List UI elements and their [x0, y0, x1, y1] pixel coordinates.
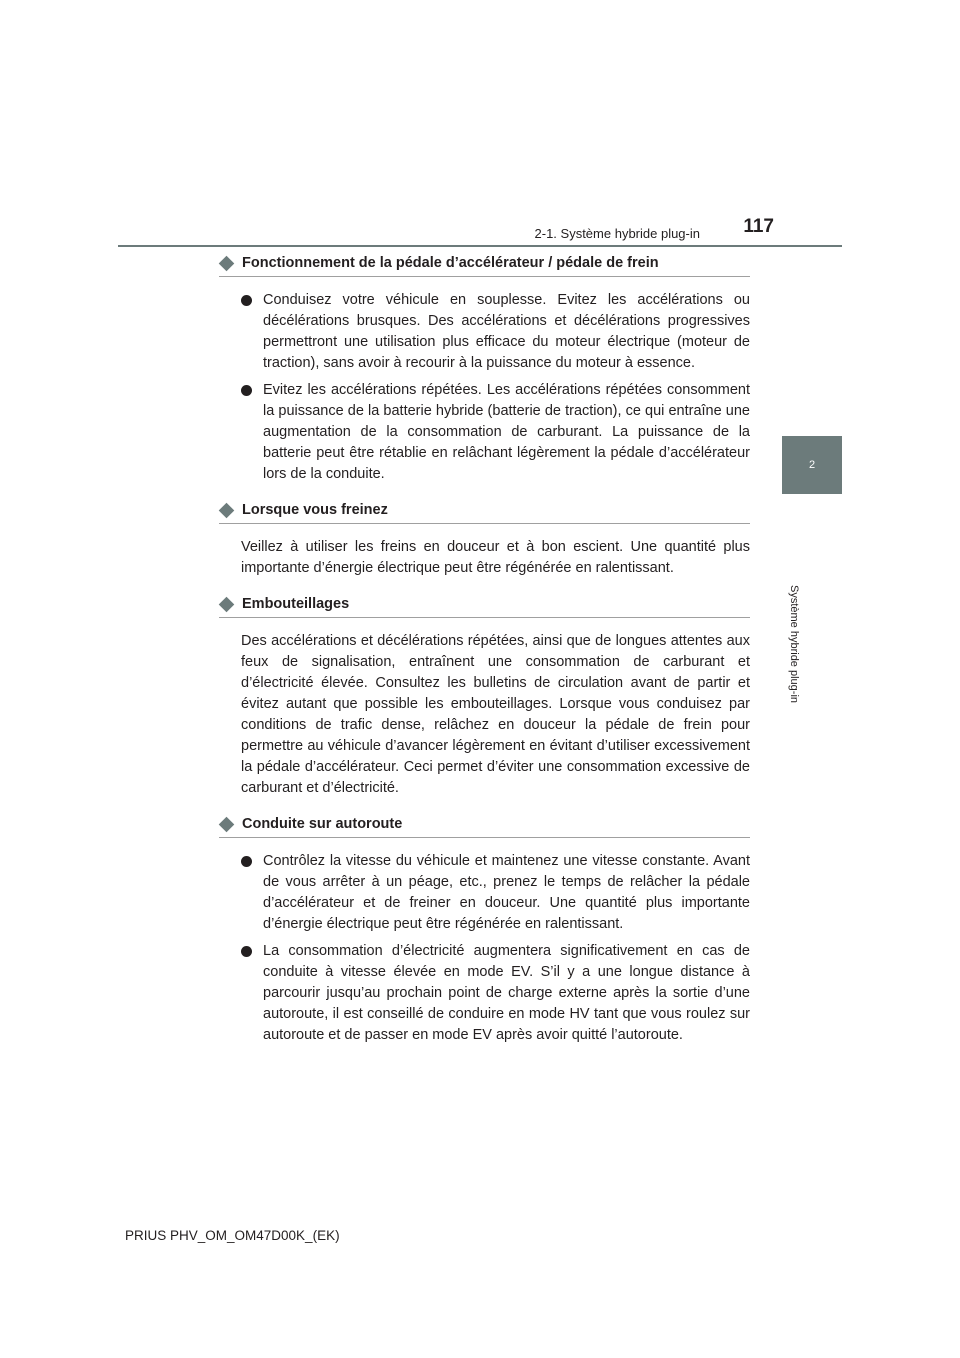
- section-title: [219, 499, 750, 524]
- diamond-icon: [219, 816, 235, 832]
- chapter-title: Système hybride plug-in: [788, 585, 800, 704]
- list-item: [241, 851, 750, 935]
- footer-doc-code: PRIUS PHV_OM_OM47D00K_(EK): [125, 1228, 340, 1243]
- section-highway: [219, 813, 750, 1046]
- section-title-text: Conduite sur autoroute: [242, 816, 403, 832]
- section-title-text: Embouteillages: [242, 596, 350, 612]
- chapter-tab: [782, 436, 842, 494]
- list-item-text: Contrôlez la vitesse du véhicule et maintenez une vitesse constante. Avant de vous arrêter à un péage, etc., prenez le temps de relâcher la pédale d’accélérateur et de freiner en douceur. Une quantité plus importante d’énergie électrique peut être régénérée en ralentissant.: [263, 853, 750, 932]
- section-title: [219, 593, 750, 618]
- section-title: [219, 252, 750, 277]
- section-braking: [219, 499, 750, 579]
- bullet-icon: [241, 295, 252, 306]
- page-content: [219, 252, 750, 1046]
- list-item-text: La consommation d’électricité augmentera significativement en cas de conduite à vitesse élevée en mode EV. S’il y a une longue distance à parcourir jusqu’au prochain point de charge externe après la sortie d’une autoroute, il est conseillé de conduire en mode HV tant que vous roulez sur autoroute et de passer en mode EV après avoir quitté l’autoroute.: [263, 943, 750, 1043]
- list-item: [241, 290, 750, 374]
- section-paragraph: Des accélérations et décélérations répétées, ainsi que de longues attentes aux feux de signalisation, entraînent une consommation de carburant et d’électricité élevée. Consultez les bulletins de circulation avant de partir et évitez autant que possible les embouteillages. Lorsque vous conduisez par conditions de trafic dense, relâchez en douceur la pédale de frein pour permettre au véhicule d’avancer légèrement en évitant d’utiliser excessivement la pédale d’accélérateur. Ceci permet d’éviter une consommation excessive de carburant et d’électricité.: [241, 633, 750, 796]
- section-title: [219, 813, 750, 838]
- list-item: [241, 380, 750, 485]
- section-traffic: [219, 593, 750, 799]
- page-number: 117: [743, 216, 774, 237]
- bullet-icon: [241, 946, 252, 957]
- bullet-icon: [241, 385, 252, 396]
- section-title-text: Lorsque vous freinez: [242, 502, 388, 518]
- section-pedal: [219, 252, 750, 485]
- list-item-text: Conduisez votre véhicule en souplesse. Evitez les accélérations ou décélérations brusques. Des accélérations et décélérations progressives permettront une utilisation plus efficace du moteur électrique (moteur de traction), sans avoir à recourir à la puissance du moteur à essence.: [263, 292, 750, 371]
- bullet-icon: [241, 856, 252, 867]
- diamond-icon: [219, 502, 235, 518]
- list-item: [241, 941, 750, 1046]
- header-section-label: 2-1. Système hybride plug-in: [534, 226, 700, 241]
- diamond-icon: [219, 596, 235, 612]
- list-item-text: Evitez les accélérations répétées. Les accélérations répétées consomment la puissance de la batterie hybride (batterie de traction), ce qui entraîne une augmentation de la consommation de carburant. La puissance de la batterie peut être rétablie en relâchant légèrement la pédale d’accélérateur lors de la conduite.: [263, 382, 750, 482]
- header-divider: [118, 245, 842, 247]
- chapter-number: 2: [808, 459, 816, 471]
- section-paragraph: Veillez à utiliser les freins en douceur et à bon escient. Une quantité plus importante d’énergie électrique peut être régénérée en ralentissant.: [241, 539, 750, 576]
- diamond-icon: [219, 255, 235, 271]
- section-title-text: Fonctionnement de la pédale d’accélérateur / pédale de frein: [242, 255, 659, 271]
